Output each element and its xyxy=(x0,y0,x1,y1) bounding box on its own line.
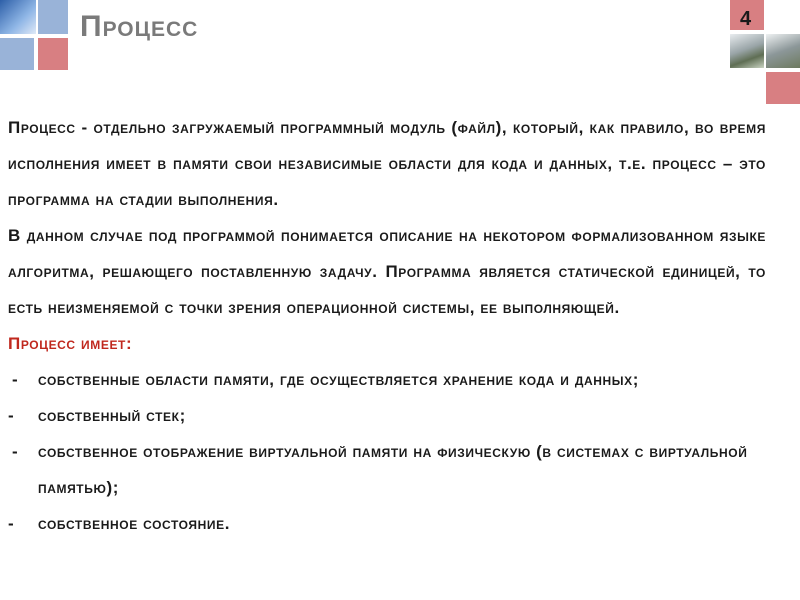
dash-bullet: - xyxy=(8,514,15,533)
red-square xyxy=(38,38,68,70)
red-square xyxy=(766,72,800,104)
list-item-text: собственное отображение виртуальной памяти на физическую (в системах с виртуальной памятью); xyxy=(38,442,748,497)
photo-tile-left xyxy=(0,0,36,34)
blue-square xyxy=(0,38,34,70)
paragraph-definition: Процесс - отдельно загружаемый программный модуль (файл), который, как правило, во время исполнения имеет в памяти свои независимые области для кода и данных, т.е. процесс – это программа на стадии выполнения. xyxy=(8,118,766,209)
dash-bullet: - xyxy=(8,406,15,425)
list-item xyxy=(8,506,766,542)
list-item xyxy=(8,434,766,506)
list-item-text: собственные области памяти, где осуществляется хранение кода и данных; xyxy=(38,370,639,389)
dash-bullet: - xyxy=(12,442,19,461)
page-number: 4 xyxy=(740,8,752,30)
list-item xyxy=(8,398,766,434)
slide-body xyxy=(8,110,766,542)
blue-square xyxy=(38,0,68,34)
slide-title: Процесс xyxy=(80,10,199,43)
heading-process-has: Процесс имеет: xyxy=(8,334,133,353)
dash-bullet: - xyxy=(12,370,19,389)
list-item xyxy=(8,362,766,398)
photo-tile-right xyxy=(730,34,764,68)
photo-tile-right xyxy=(766,34,800,68)
list-item-text: собственное состояние. xyxy=(38,514,231,533)
list-item-text: собственный стек; xyxy=(38,406,186,425)
paragraph-program: В данном случае под программой понимается описание на некотором формализованном языке алгоритма, решающего поставленную задачу. Программа является статической единицей, то есть неизменяемой с точки зрения операционной системы, ее выполняющей. xyxy=(8,226,766,317)
